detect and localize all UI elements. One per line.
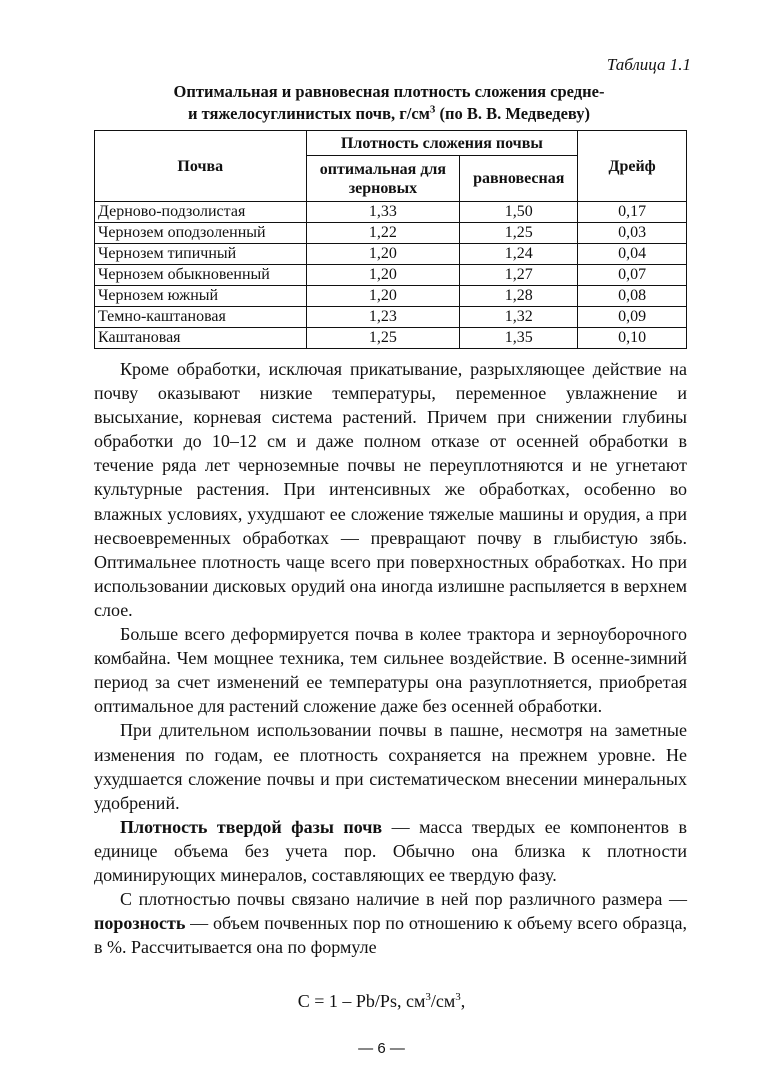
table-row: [95, 307, 687, 328]
term-solid-phase-density: Плотность твердой фазы почв: [120, 816, 383, 837]
cell-drift: 0,08: [578, 286, 687, 307]
cell-equilibrium: 1,28: [460, 286, 578, 307]
paragraph-4: [94, 815, 687, 887]
cell-drift: 0,07: [578, 265, 687, 286]
paragraph-3: При длительном использовании почвы в пашне, несмотря на заметные изменения по годам, ее плотность сохраняется на прежнем уровне. Не ухудшается сложение почвы и при систематическом внесении минеральных удобрений.: [94, 720, 687, 813]
porosity-formula: [0, 991, 763, 1012]
cell-equilibrium: 1,27: [460, 265, 578, 286]
term-porosity: порозность: [94, 913, 186, 934]
header-density-group: Плотность сложения почвы: [306, 131, 578, 156]
cell-optimal: 1,20: [306, 265, 460, 286]
table-row: [95, 265, 687, 286]
table-label: Таблица 1.1: [606, 55, 691, 74]
cell-soil: Чернозем типичный: [95, 244, 307, 265]
cell-soil: Чернозем оподзоленный: [95, 223, 307, 244]
table-row: [95, 244, 687, 265]
cell-optimal: 1,20: [306, 244, 460, 265]
caption-line-2: [94, 103, 684, 125]
page-number: — 6 —: [358, 1040, 405, 1057]
table-row: [95, 223, 687, 244]
table-row: [95, 328, 687, 349]
caption-line-2-text: и тяжелосуглинистых почв, г/см: [187, 104, 430, 123]
formula-slash: /см: [430, 991, 456, 1011]
cell-optimal: 1,22: [306, 223, 460, 244]
soil-density-table: [94, 130, 687, 349]
caption-line-1: Оптимальная и равновесная плотность сложения средне-: [173, 82, 605, 101]
body-text: [94, 357, 687, 959]
cell-optimal: 1,23: [306, 307, 460, 328]
cell-drift: 0,09: [578, 307, 687, 328]
cell-drift: 0,03: [578, 223, 687, 244]
caption-line-2-source: (по В. В. Медведеву): [435, 104, 591, 123]
table-row: [95, 202, 687, 223]
paragraph-5-text-b: — объем почвенных пор по отношению к объему всего образца, в %. Рассчитывается она по формуле: [94, 913, 687, 958]
formula-main: C = 1 – Pb/Ps, см: [297, 991, 426, 1011]
cell-soil: Чернозем обыкновенный: [95, 265, 307, 286]
table-caption: [94, 81, 684, 125]
header-optimal: оптимальная для зерновых: [306, 156, 460, 202]
paragraph-5: [94, 887, 687, 959]
cell-optimal: 1,20: [306, 286, 460, 307]
table-row: [95, 286, 687, 307]
paragraph-5-text-a: С плотностью почвы связано наличие в ней пор различного размера —: [120, 889, 687, 910]
formula-sup-1: 3: [425, 991, 431, 1003]
cell-equilibrium: 1,32: [460, 307, 578, 328]
cell-equilibrium: 1,35: [460, 328, 578, 349]
cell-optimal: 1,33: [306, 202, 460, 223]
cell-drift: 0,04: [578, 244, 687, 265]
cell-drift: 0,17: [578, 202, 687, 223]
formula-sup-2: 3: [455, 991, 461, 1003]
header-equilibrium: равновесная: [460, 156, 578, 202]
cell-drift: 0,10: [578, 328, 687, 349]
paragraph-2: Больше всего деформируется почва в колее трактора и зерноуборочного комбайна. Чем мощнее техника, тем сильнее воздействие. В осенне-зимний период за счет изменений ее температуры она разуплотняется, приобретая оптимальное для растений сложение даже без осенней обработки.: [94, 624, 687, 717]
cell-equilibrium: 1,50: [460, 202, 578, 223]
cell-soil: Дерново-подзолистая: [95, 202, 307, 223]
header-soil: Почва: [95, 131, 307, 202]
paragraph-4-text: — масса твердых ее компонентов в единице объема без учета пор. Обычно она близка к плотности доминирующих минералов, составляющих ее твердую фазу.: [94, 816, 687, 885]
cell-soil: Каштановая: [95, 328, 307, 349]
cell-soil: Чернозем южный: [95, 286, 307, 307]
paragraph-1: Кроме обработки, исключая прикатывание, разрыхляющее действие на почву оказывают низкие температуры, переменное увлажнение и высыхание, корневая система растений. Причем при снижении глубины обработки до 10–12 см и даже полном отказе от осенней обработки в течение ряда лет черноземные почвы не переуплотняются и не угнетают культурные растения. При интенсивных же обработках, особенно во влажных условиях, ухудшают ее сложение тяжелые машины и орудия, а при несвоевременных обработках — превращают почву в глыбистую зябь. Оптимальнее плотность чаще всего при поверхностных обработках. Но при использовании дисковых орудий она иногда излишне распыляется в верхнем слое.: [94, 359, 687, 620]
cell-soil: Темно-каштановая: [95, 307, 307, 328]
cell-equilibrium: 1,25: [460, 223, 578, 244]
formula-tail: ,: [460, 991, 466, 1011]
cell-equilibrium: 1,24: [460, 244, 578, 265]
caption-superscript: 3: [429, 103, 436, 116]
cell-optimal: 1,25: [306, 328, 460, 349]
header-drift: Дрейф: [578, 131, 687, 202]
